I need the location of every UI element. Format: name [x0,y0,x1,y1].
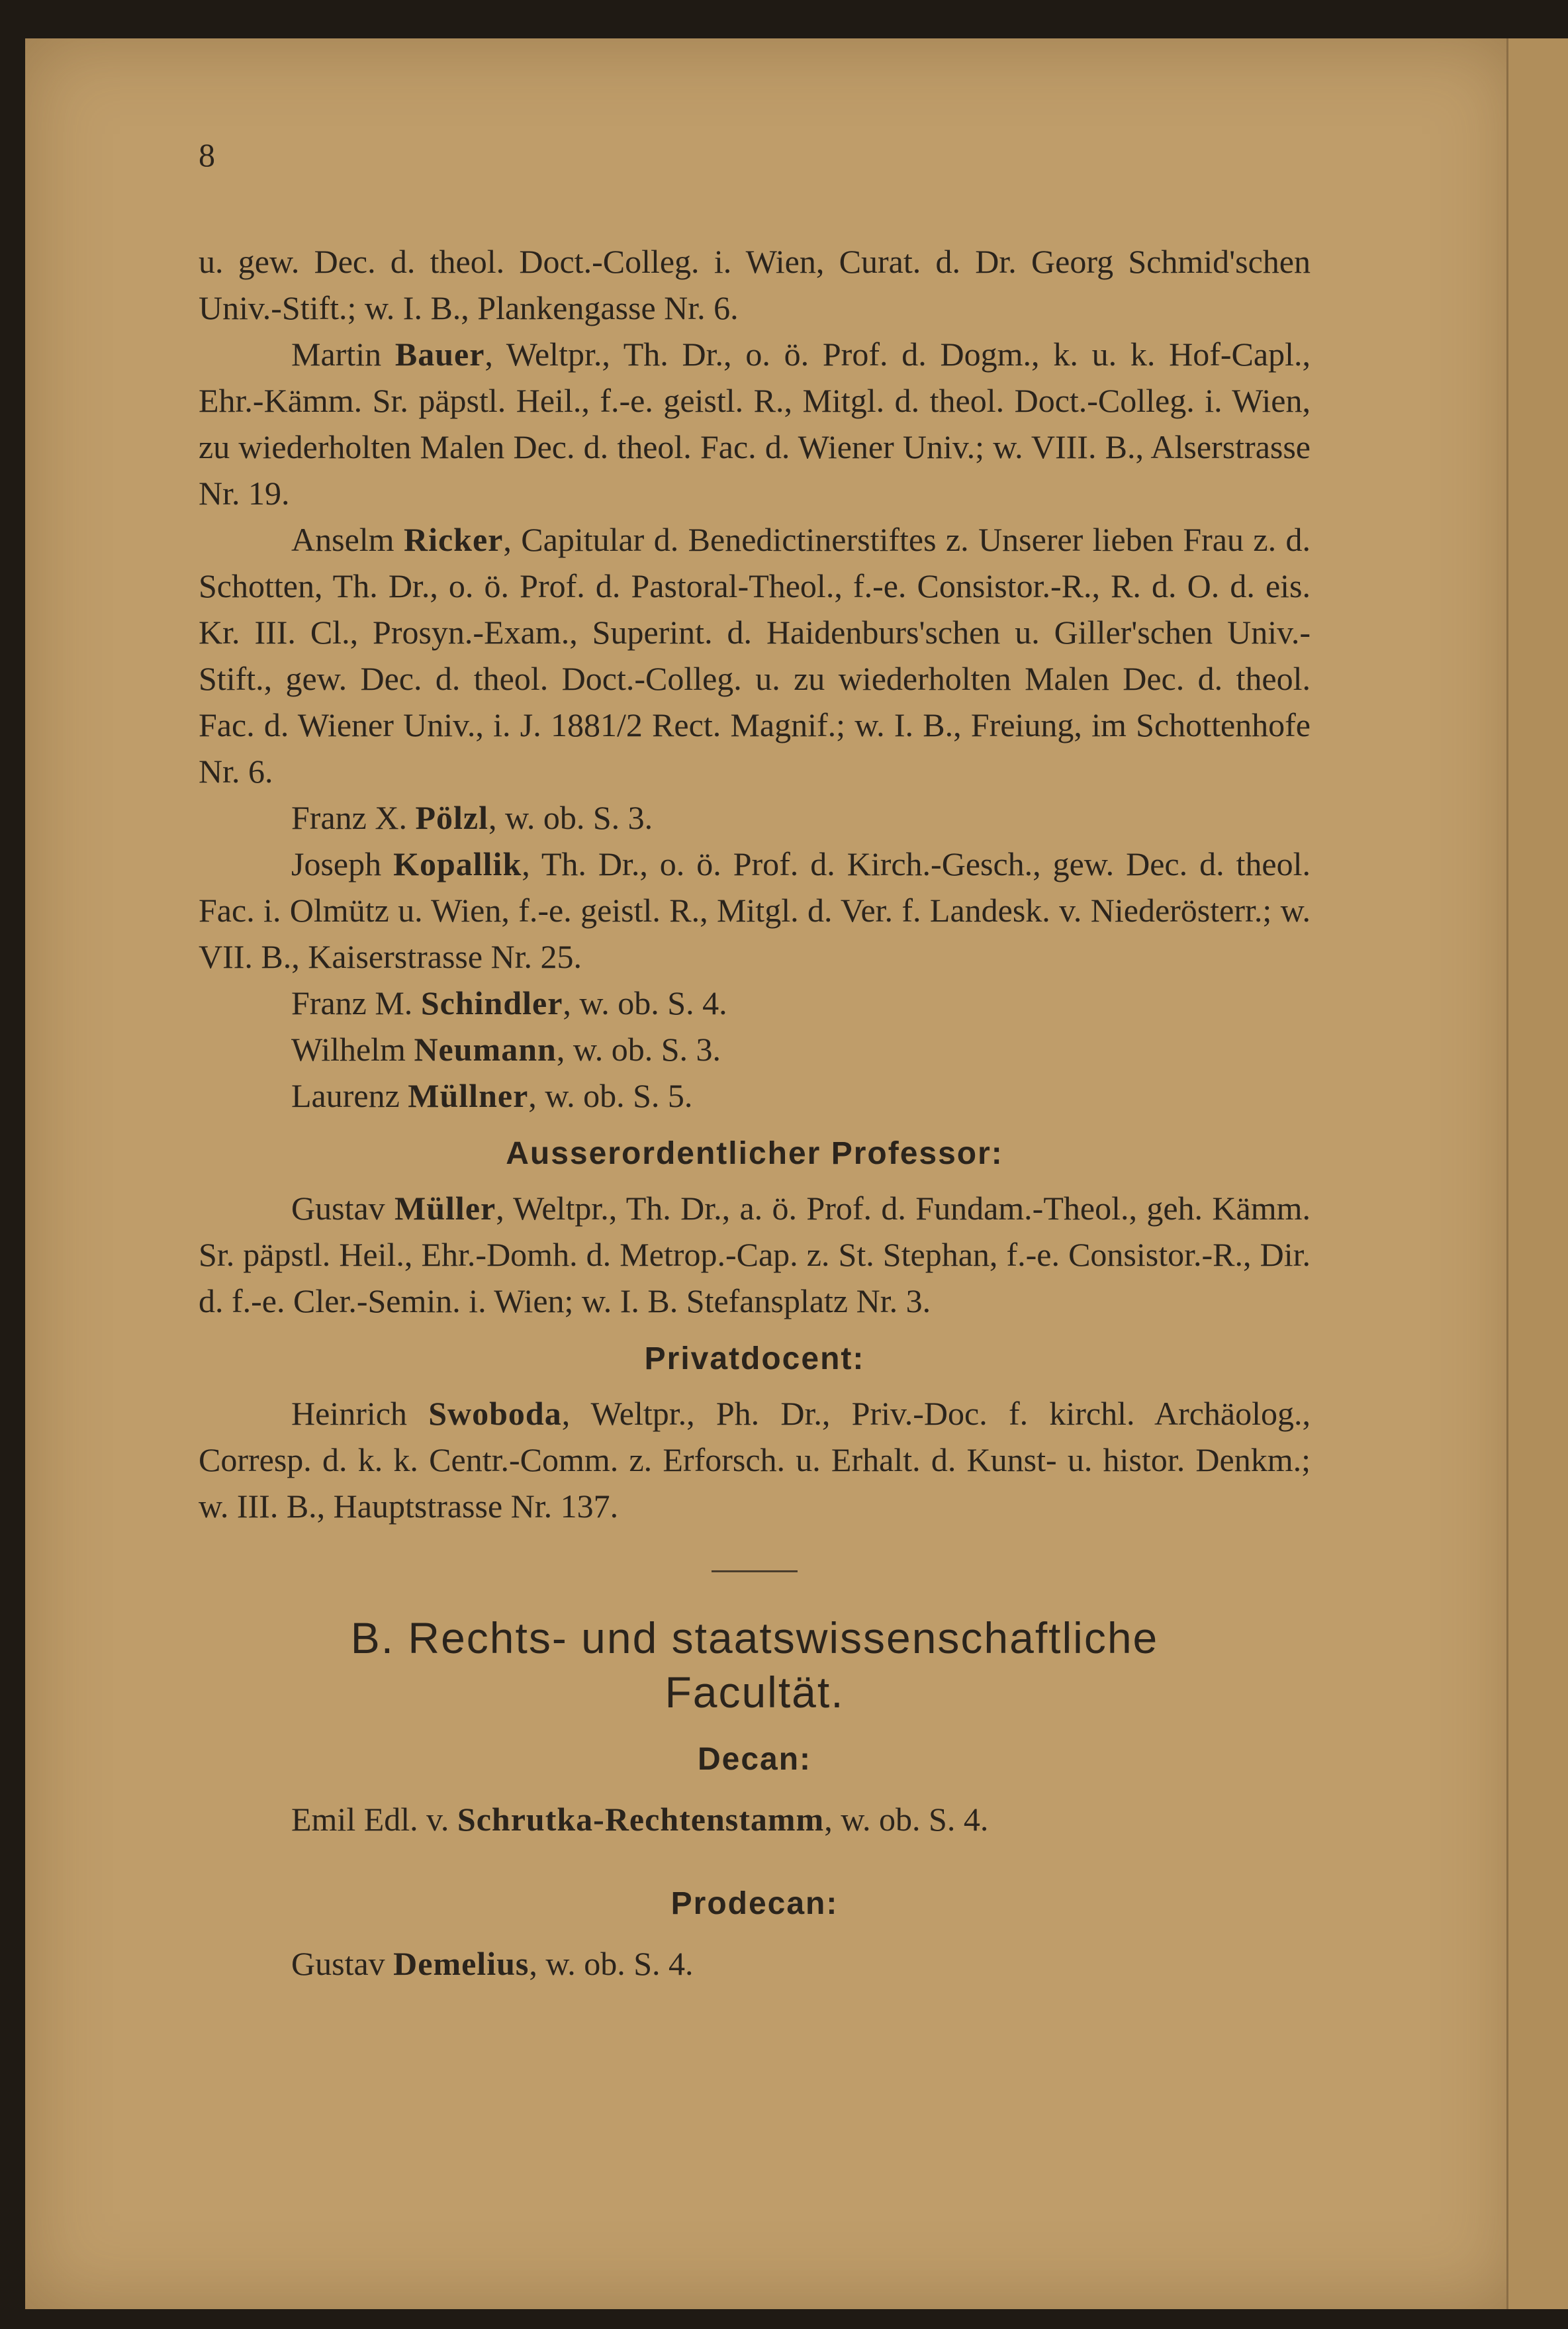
spacer [199,1842,1311,1873]
entry-details: , w. ob. S. 4. [563,984,727,1022]
entry-demelius [199,1940,1311,1987]
facing-page-edge [1506,38,1568,2309]
faculty-title-line2: Facultät. [665,1668,845,1717]
entry-surname: Swoboda [428,1395,562,1432]
entry-first-name: Martin [291,336,382,373]
entry-kopallik [199,841,1311,980]
entry-bauer [199,331,1311,516]
entry-details: , w. ob. S. 5. [528,1077,693,1114]
entry-details: , w. ob. S. 4. [824,1801,989,1838]
entry-first-name: Franz M. [291,984,413,1022]
decan-heading: Decan: [697,1742,812,1777]
page-text [199,238,1311,1987]
entry-first-name: Franz X. [291,799,407,836]
section-divider [712,1570,798,1572]
entry-details: , Weltpr., Ph. Dr., Priv.-Doc. f. kirchl. Archäolog., Corresp. d. k. k. Centr.-Comm. z. Erforsch. u. Erhalt. d. Kunst- u. histor. Denkm.; w. III. B., Hauptstrasse Nr. 137. [199,1395,1311,1525]
entry-first-name: Anselm [291,521,394,558]
entry-first-name: Emil Edl. v. [291,1801,449,1838]
entry-first-name: Wilhelm [291,1031,406,1068]
entry-muellner [199,1072,1311,1119]
entry-first-name: Gustav [291,1945,385,1982]
entry-details: , w. ob. S. 3. [556,1031,721,1068]
entry-mueller [199,1185,1311,1324]
entry-details: , Weltpr., Th. Dr., o. ö. Prof. d. Dogm., k. u. k. Hof-Capl., Ehr.-Kämm. Sr. päpstl. Heil., f.-e. geistl. R., Mitgl. d. theol. Doct.-Colleg. i. Wien, zu wiederholten Malen Dec. d. theol. Fac. d. Wiener Univ.; w. VIII. B., Alserstrasse Nr. 19. [199,336,1311,512]
entry-details: , w. ob. S. 3. [488,799,653,836]
privatdocent-heading: Privatdocent: [644,1341,865,1376]
entry-first-name: Laurenz [291,1077,400,1114]
entry-first-name: Heinrich [291,1395,407,1432]
entry-neumann [199,1026,1311,1072]
entry-surname: Bauer [394,336,485,373]
faculty-title-line1: B. Rechts- und staatswissenschaftliche [350,1613,1159,1662]
entry-first-name: Joseph [291,845,382,882]
page-number: 8 [199,136,215,173]
entry-first-name: Gustav [291,1190,385,1227]
entry-surname: Pölzl [415,799,488,836]
entry-surname: Müller [394,1190,496,1227]
entry-details: , Th. Dr., o. ö. Prof. d. Kirch.-Gesch., gew. Dec. d. theol. Fac. i. Olmütz u. Wien, f.-e. geistl. R., Mitgl. d. Ver. f. Landesk. v. Niederösterr.; w. VII. B., Kaiserstrasse Nr. 25. [199,845,1311,975]
entry-ricker [199,516,1311,794]
entry-surname: Demelius [393,1945,530,1982]
entry-poelzl [199,794,1311,841]
entry-schrutka [199,1796,1311,1842]
entry-surname: Schindler [420,984,563,1022]
faculty-title [199,1611,1311,1719]
entry-surname: Neumann [414,1031,557,1068]
entry-surname: Ricker [403,521,504,558]
entry-surname: Müllner [408,1077,529,1114]
extraordinary-professor-heading: Ausserordentlicher Professor: [506,1136,1003,1171]
entry-details: , Capitular d. Benedictinerstiftes z. Unserer lieben Frau z. d. Schotten, Th. Dr., o. ö. Prof. d. Pastoral-Theol., f.-e. Consistor.-R., R. d. O. d. eis. Kr. III. Cl., Prosyn.-Exam., Superint. d. Haidenburs'schen u. Giller'schen Univ.-Stift., gew. Dec. d. theol. Doct.-Colleg. u. zu wiederholten Malen Dec. d. theol. Fac. d. Wiener Univ., i. J. 1881/2 Rect. Magnif.; w. I. B., Freiung, im Schottenhofe Nr. 6. [199,521,1311,790]
continuation-paragraph: u. gew. Dec. d. theol. Doct.-Colleg. i. Wien, Curat. d. Dr. Georg Schmid'schen Univ.-Stift.; w. I. B., Plankengasse Nr. 6. [199,243,1311,326]
entry-surname: Schrutka-Rechtenstamm [457,1801,825,1838]
entry-swoboda [199,1390,1311,1529]
prodecan-heading: Prodecan: [670,1886,839,1921]
entry-details: , w. ob. S. 4. [529,1945,694,1982]
entry-details: , Weltpr., Th. Dr., a. ö. Prof. d. Fundam.-Theol., geh. Kämm. Sr. päpstl. Heil., Ehr.-Domh. d. Metrop.-Cap. z. St. Stephan, f.-e. Consistor.-R., Dir. d. f.-e. Cler.-Semin. i. Wien; w. I. B. Stefansplatz Nr. 3. [199,1190,1311,1319]
entry-surname: Kopallik [393,845,522,882]
entry-schindler [199,980,1311,1026]
